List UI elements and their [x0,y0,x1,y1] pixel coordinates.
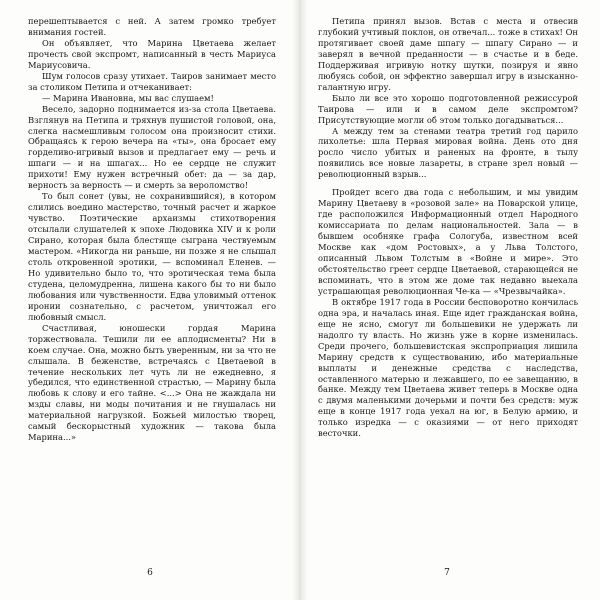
paragraph: В октябре 1917 года в России бесповоротно кончилась одна эра, и началась иная. Еще идет гражданская война, еще не ясно, смогут ли большевики не удержать ли надолго ту власть. Но жизнь уже в корне изменилась. Среди прочего, большевистская экспроприация лишила Марину средств к существованию, ибо материальные выплаты и денежные средства с наследства, оставленного матерью и лежавшего, по ее завещанию, в банке. Между тем Цветаева живет теперь в Москве одна с двумя маленькими дочерьми и почти без средств: муж еще в конце 1917 года уехал на юг, в Белую армию, и только изредка — с оказиями — от него приходят весточки. [318,296,578,439]
paragraph: А между тем за стенами театра третий год царило лихолетье: шла Первая мировая война. День ото дня росло число убитых и раненых на фронте, в тылу появились все новые лазареты, в стране зрел новый — революционный взрыв... [318,125,578,180]
page-number: 6 [147,568,153,578]
page-number: 7 [444,568,450,578]
paragraph: То был сонет (увы, не сохранившийся), в котором слились воедино мастерство, точный расчет и жаркое чувство. Поэтические архаизмы стихотворения отсылали слушателей к эпохе Людовика XIV и к роли Сирано, которая была блестяще сыграна чествуемым мастером. «Никогда ни раньше, ни позже я не слышал столь откровенной эротики, — вспоминал Еленев. — Но удивительно было то, что эротическая тема была студена, целомудренна, лишена какого бы то ни было любования или чувственности. Едва уловимый оттенок иронии сознательно, с расчетом, уничтожал его любовный смысл. [28,191,276,322]
left-page [10,16,290,584]
paragraph: Счастливая, юношески гордая Марина торжествовала. Тешили ли ее аплодисменты? Ни в коем случае. Она, можно быть уверенным, ни за что не слышала. В беженстве, встречаясь с Цветаевой в течение нескольких лет чуть ли не ежедневно, я убедился, что единственной страстью, — Марину была любовь к слову и его тайне. <...> Она не жаждала ни мзды славы, ни моды почитания и не гнушалась ни материальной нагрузкой. Божьей милостью творец, самый бескорыстный художник — такова была Марина...» [28,322,276,443]
paragraph: Он объявляет, что Марина Цветаева желает прочесть свой экспромт, написанный в честь Мариуса Мариусовича. [28,37,276,70]
paragraph: перешептывается с ней. А затем громко требует внимания гостей. [28,16,276,37]
paragraph: — Марина Ивановна, мы вас слушаем! [42,92,214,103]
paragraph: Шум голосов сразу утихает. Таиров занимает место за столиком Петипа и отчеканивает: [28,70,276,92]
paragraph: Петипа принял вызов. Встав с места и отвесив глубокий учтивый поклон, он отвечал... тоже в стихах! Он протягивает своей даме шпагу — шпагу Сирано — и заверял в вечной преданности — в счастье и в беде. Поддерживая игривую нотку шутки, позируя и явно любуясь собой, он эффектно завершал игру в изысканно-галантную игру. [318,16,578,92]
right-page [304,16,590,584]
left-page-text [28,16,276,443]
paragraph: Пройдет всего два года с небольшим, и мы увидим Марину Цветаеву в «розовой зале» на Поварской улице, где расположился Информационный отдел Народного комиссариата по делам национальностей. Зала — в бывшем особняке графа Сологуба, известном всей Москве как «дом Ростовых», а у Льва Толстого, описанный Львом Толстым в «Войне и мире». Это обстоятельство греет сердце Цветаевой, старающейся не вспоминать, что в этом же доме так недавно выехала устрашающая революционная Че-ка — «Чрезвычайка». [318,187,578,296]
paragraph: Весело, задорно поднимается из-за стола Цветаева. Взглянув на Петипа и тряхнув пушистой головой, она, слегка насмешливым голосом она произносит стихи. Обращаясь к герою вечера на «ты», она бросает ему горделиво-игривый вызов и предлагает ему — речь и шпаги — и на шпагах... Но ее сердце не служит прихоти! Ему нужен встречный обет: да — за дар, верность за верность — и смерть за вероломство! [28,103,276,191]
right-page-text [318,16,578,439]
paragraph: Было ли все это хорошо подготовленной режиссурой Таирова — или и в самом деле экспромтом? Присутствующие могли об этом только догадываться... [318,92,578,125]
